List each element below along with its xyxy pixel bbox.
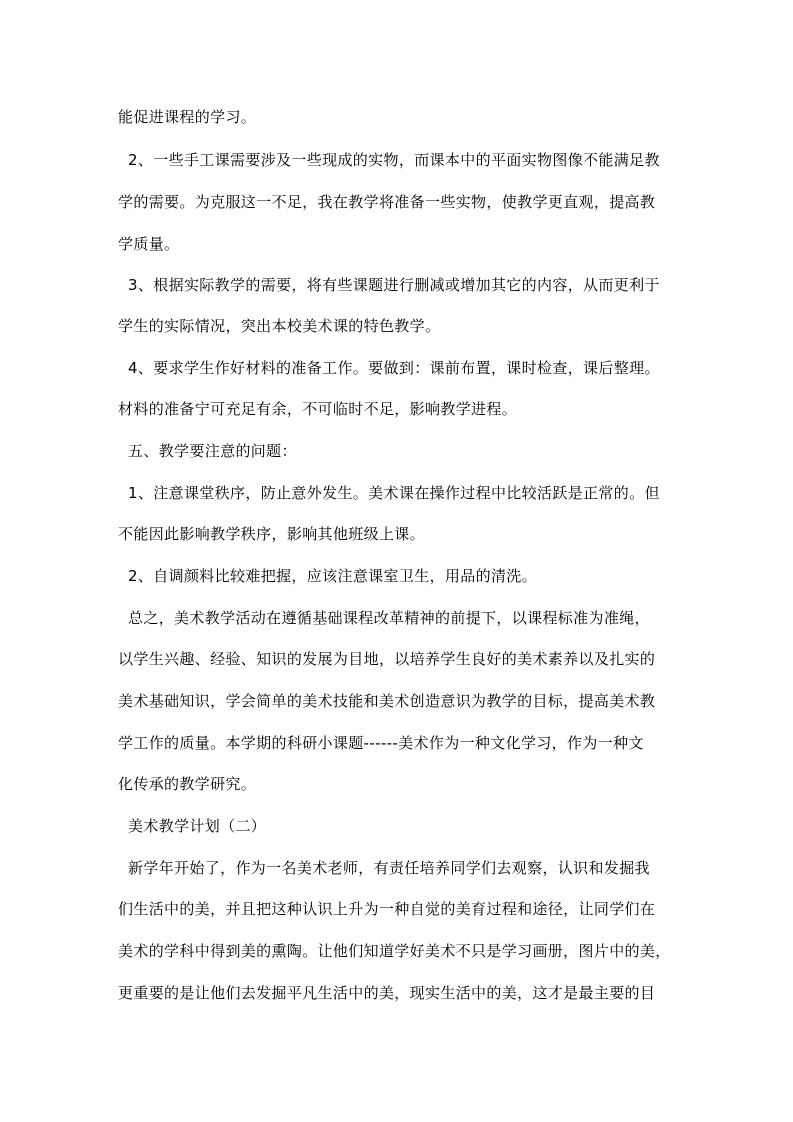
text-line: 不能因此影响教学秩序，影响其他班级上课。 bbox=[118, 525, 426, 543]
text-line: 学生的实际情况，突出本校美术课的特色教学。 bbox=[118, 317, 441, 335]
text-line: 2、一些手工课需要涉及一些现成的实物，而课本中的平面实物图像不能满足教 bbox=[128, 151, 660, 169]
text-line: 总之，美术教学活动在遵循基础课程改革精神的前提下，以课程标准为准绳， bbox=[128, 609, 650, 627]
text-line: 们生活中的美，并且把这种认识上升为一种自觉的美育过程和途径，让同学们在 bbox=[118, 900, 656, 918]
text-line: 美术基础知识，学会简单的美术技能和美术创造意识为教学的目标，提高美术教 bbox=[118, 692, 656, 710]
text-line: 化传承的教学研究。 bbox=[118, 775, 257, 793]
text-line: 以学生兴趣、经验、知识的发展为目地，以培养学生良好的美术素养以及扎实的 bbox=[118, 650, 656, 668]
text-line: 学的需要。为克服这一不足，我在教学将准备一些实物，使教学更直观，提高教 bbox=[118, 193, 656, 211]
text-line: 能促进课程的学习。 bbox=[118, 108, 257, 126]
section-heading: 美术教学计划（二） bbox=[128, 817, 267, 835]
text-line: 1、注意课堂秩序，防止意外发生。美术课在操作过程中比较活跃是正常的。但 bbox=[128, 484, 660, 502]
text-line: 2、自调颜料比较难把握，应该注意课室卫生，用品的清洗。 bbox=[128, 567, 537, 585]
text-line: 新学年开始了，作为一名美术老师，有责任培养同学们去观察，认识和发掘我 bbox=[128, 859, 650, 877]
text-line: 学工作的质量。本学期的科研小课题------美术作为一种文化学习，作为一种文 bbox=[118, 734, 644, 752]
text-line: 4、要求学生作好材料的准备工作。要做到：课前布置，课时检查，课后整理。 bbox=[128, 359, 660, 377]
section-heading: 五、教学要注意的问题： bbox=[128, 442, 297, 460]
text-line: 学质量。 bbox=[118, 235, 180, 253]
text-line: 3、根据实际教学的需要，将有些课题进行删减或增加其它的内容，从而更利于 bbox=[128, 276, 660, 294]
text-line: 更重要的是让他们去发掘平凡生活中的美，现实生活中的美，这才是最主要的目 bbox=[118, 984, 656, 1002]
text-line: 材料的准备宁可充足有余，不可临时不足，影响教学进程。 bbox=[118, 400, 518, 418]
text-line: 美术的学科中得到美的熏陶。让他们知道学好美术不只是学习画册，图片中的美， bbox=[118, 942, 671, 960]
